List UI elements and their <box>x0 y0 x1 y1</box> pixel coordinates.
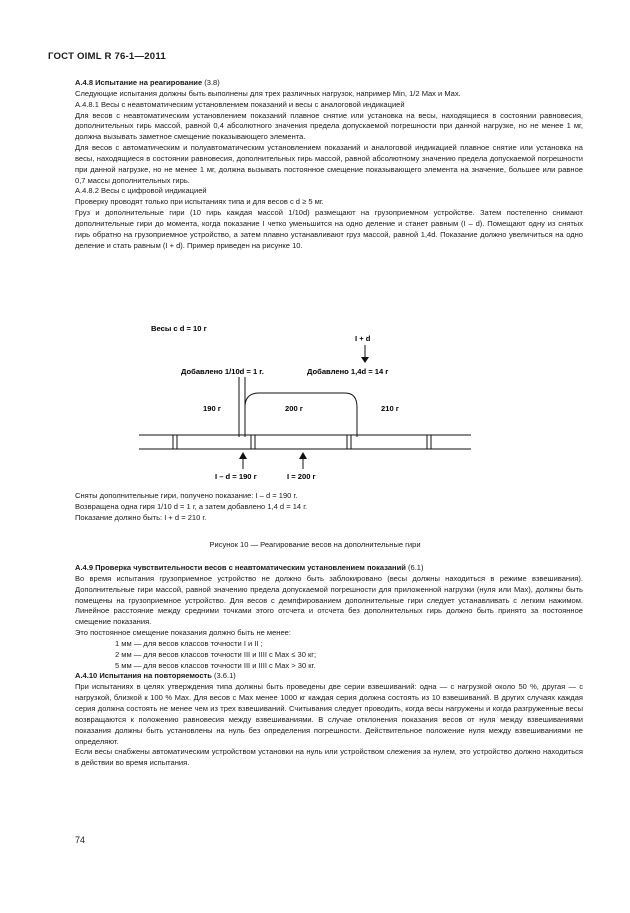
explanation-line: Сняты дополнительные гири, получено показание: I – d = 190 г. <box>75 491 298 500</box>
added-label-2: Добавлено 1,4d = 14 г <box>307 367 389 376</box>
bracket-curve <box>245 393 357 437</box>
response-diagram <box>135 319 475 491</box>
paragraph: Это постоянное смещение показания должно быть не менее: <box>75 628 291 638</box>
document-header: ГОСТ OIML R 76-1—2011 <box>48 51 166 62</box>
arrow-head-down <box>361 357 369 363</box>
section-title-a410 <box>75 671 583 682</box>
paragraph: Для весов с автоматическим и полуавтоматическим установлением показаний и аналоговой индикацией плавное снятие или установка на весы, находящиеся в состоянии равновесия, дополнительных гирь массой, равной абсолютному значению предела допускаемой погрешности при данной нагрузке, но не менее 1 мг, должна вызывать постоянное смещение показывающего элемента на значение, большее или равное 0,7 массы дополнительных гирь. <box>75 143 583 185</box>
list-item: 5 мм — для весов классов точности III и IIII с Max > 30 кг. <box>115 660 316 670</box>
paragraph: Проверку проводят только при испытаниях типа и для весов с d ≥ 5 мг. <box>75 197 324 207</box>
value-210: 210 г <box>381 404 399 413</box>
paragraph: Если весы снабжены автоматическим устройством установки на нуль или устройством слежения за нулем, это устройство должно находиться в действии во время испытания. <box>75 747 583 768</box>
explanation-line: Показание должно быть: I + d = 210 г. <box>75 513 207 523</box>
figure-explanation <box>75 490 583 524</box>
figure-caption: Рисунок 10 — Реагирование весов на дополнительные гири <box>209 540 421 549</box>
heading-text: А.4.9 Проверка чувствительности весов с неавтоматическим установлением показаний <box>75 563 406 572</box>
paragraph: Груз и дополнительные гири (10 гирь каждая массой 1/10d) размещают на грузоприемном устройстве. Затем постепенно снимают дополнительные гири до момента, когда показание I четко уменьшится на одно деление и станет равным (I – d). Помещают одну из снятых гирь обратно на грузоприемное устройство, а затем плавно устанавливают груз массой, равной 1,4d. Показание должно увеличиться на одно деление и стать равным (I + d). Пример приведен на рисунке 10. <box>75 208 583 250</box>
list-item: 1 мм — для весов классов точности I и II ; <box>115 638 263 648</box>
arrow-head-up <box>299 452 307 459</box>
i-plus-d-label: I + d <box>355 334 371 343</box>
paragraph: Следующие испытания должны быть выполнены для трех различных нагрузок, например Min, 1/2 Max и Max. <box>75 88 461 98</box>
page-number: 74 <box>75 835 86 845</box>
paragraph: А.4.8.2 Весы с цифровой индикацией <box>75 186 207 196</box>
i-200-label: I = 200 г <box>287 472 316 481</box>
i-minus-d-label: I – d = 190 г <box>215 472 257 481</box>
paragraph: А.4.8.1 Весы с неавтоматическим установлением показаний и весы с аналоговой индикацией <box>75 99 405 109</box>
section-title-a48 <box>75 78 583 89</box>
arrow-head-up <box>239 452 247 459</box>
heading-ref: (3.8) <box>204 78 220 87</box>
explanation-line: Возвращена одна гиря 1/10 d = 1 г, а затем добавлено 1,4 d = 14 г. <box>75 502 308 512</box>
scale-label: Весы с d = 10 г <box>151 324 207 333</box>
paragraph: Для весов с неавтоматическим установлением показаний плавное снятие или установка на весы, находящиеся в состоянии равновесия, дополнительных гирь массой, равной 0,4 абсолютного значения предела допускаемой погрешности при данной нагрузке, но не менее 1 мг, должна вызывать заметное смещение показывающего элемента. <box>75 110 583 142</box>
list-item: 2 мм — для весов классов точности III и IIII с Max ≤ 30 кг; <box>115 649 317 659</box>
heading-ref: (3.6.1) <box>213 671 236 681</box>
heading-ref: (6.1) <box>408 563 424 572</box>
heading-text: А.4.10 Испытания на повторяемость <box>75 671 212 681</box>
value-200: 200 г <box>285 404 303 413</box>
section-a49-a410 <box>75 563 583 769</box>
value-190: 190 г <box>203 404 221 413</box>
figure-10 <box>135 319 475 491</box>
section-a48 <box>75 78 583 252</box>
paragraph: При испытаниях в целях утверждения типа должны быть проведены две серии взвешиваний: одна — с нагрузкой около 50 %, другая — с нагрузкой, близкой к 100 % Max. Для весов с Max менее 1000 кг каждая серия должна состоять из 10 взвешиваний. В других случаях каждая серия должна состоять не менее чем из трех взвешиваний. Считывания следует проводить, когда весы нагружены и когда разгруженные весы возвращаются к положению равновесия между взвешиваниями. В случае отклонения показания весов от нуля между взвешиваниями показания должны быть установлены на нуль без определения погрешности. Действительное положение нуля между взвешиваниями не определяют. <box>75 682 583 746</box>
added-label-1: Добавлено 1/10d = 1 г. <box>181 367 264 376</box>
section-title-a49 <box>75 563 583 574</box>
heading-text: А.4.8 Испытание на реагирование <box>75 78 203 87</box>
paragraph: Во время испытания грузоприемное устройство не должно быть заблокировано (весы должны находиться в режиме взвешивания). Дополнительные гири массой, равной значению предела допускаемой погрешности для приложенной нагрузки (нуля или Max), должны быть помещены на грузоприемное устройство. Для весов с демпфированием дополнительные гири следует устанавливать с легким нажимом. Линейное расстояние между средними точками этого отсчета и отсчета без дополнительных гирь должно быть принято за постоянное смещение показания. <box>75 573 583 627</box>
